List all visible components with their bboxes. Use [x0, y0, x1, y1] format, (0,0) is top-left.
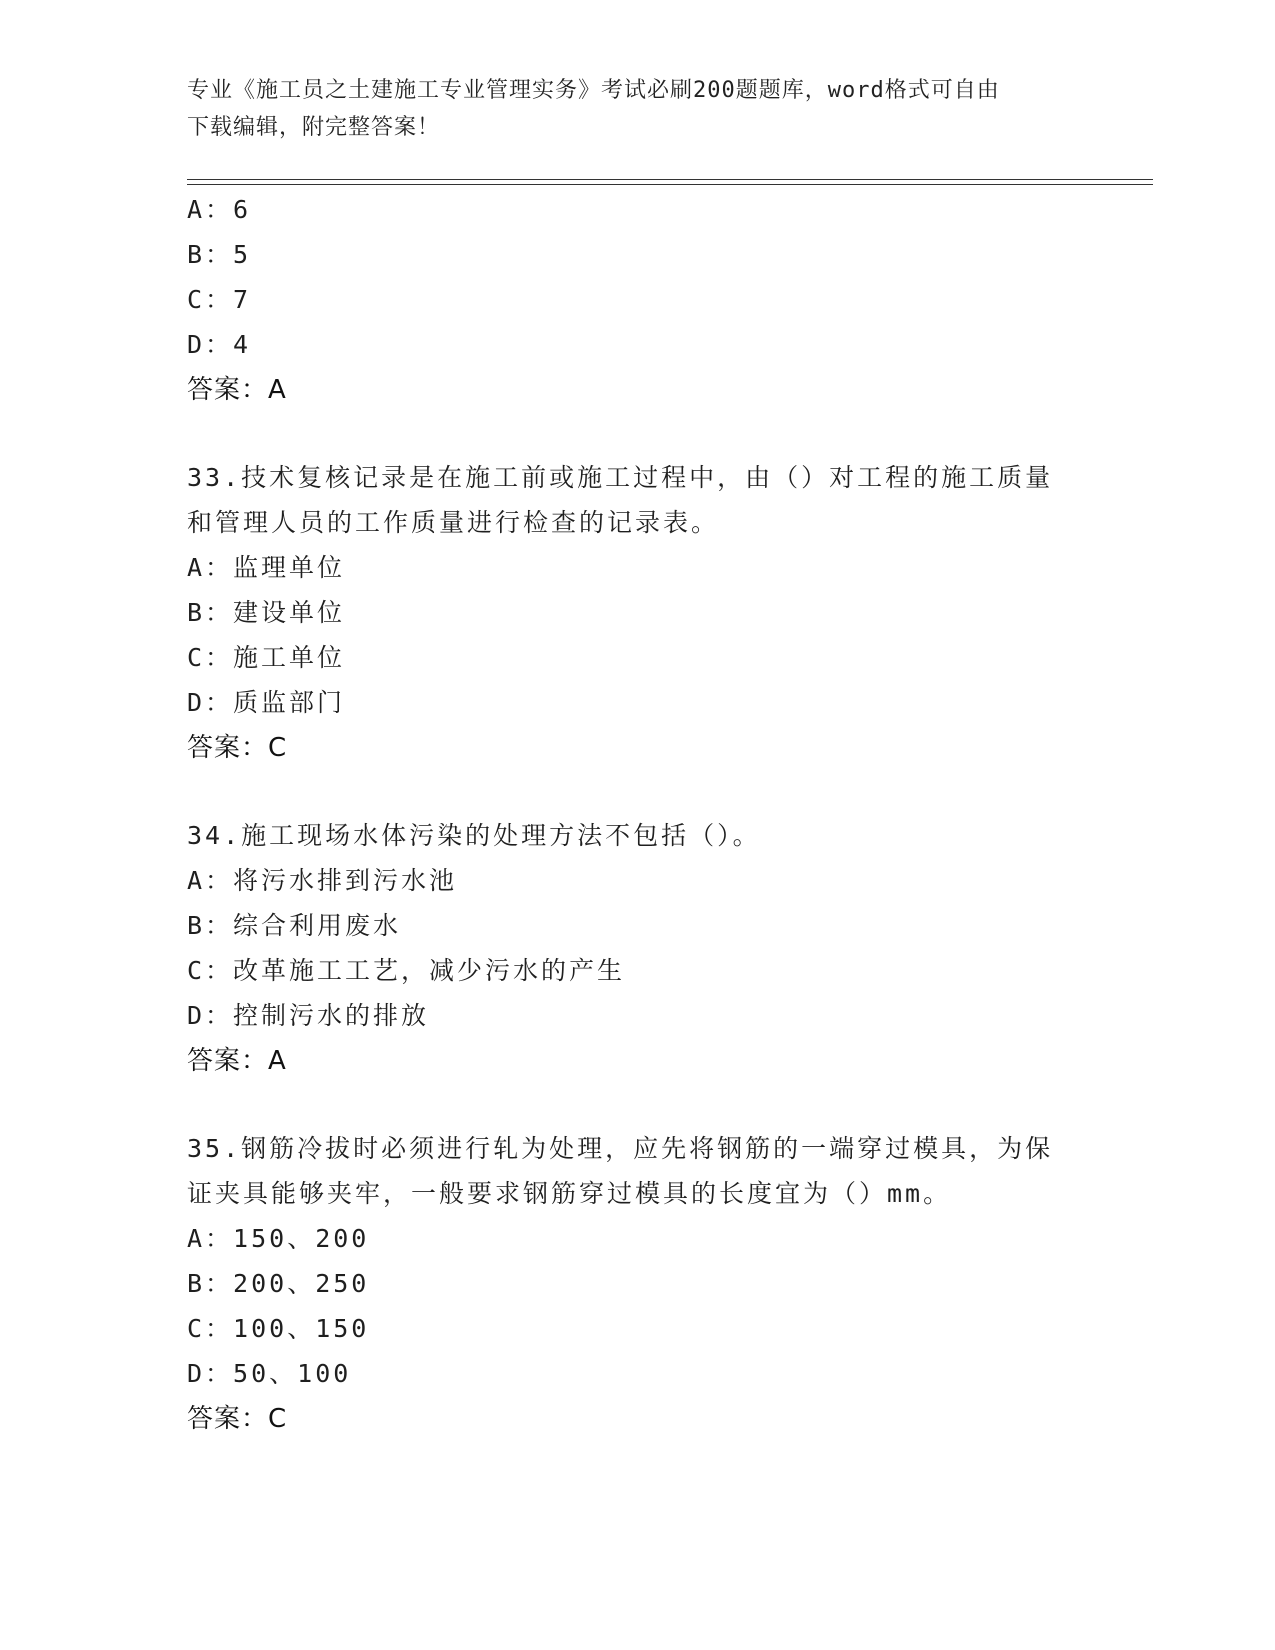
- q33-stem-line-2: 和管理人员的工作质量进行检查的记录表。: [187, 508, 720, 537]
- q35-answer: 答案：C: [187, 1404, 288, 1434]
- q33-option-b: B：建设单位: [187, 598, 346, 627]
- q34-option-d: D：控制污水的排放: [187, 1001, 430, 1030]
- q35-option-d: D：50、100: [187, 1359, 352, 1388]
- header-divider-top: [187, 179, 1153, 180]
- q34-option-c: C：改革施工工艺，减少污水的产生: [187, 956, 626, 985]
- q35-stem-line-2: 证夹具能够夹牢，一般要求钢筋穿过模具的长度宜为（）mm。: [187, 1179, 952, 1208]
- q33-option-d: D：质监部门: [187, 688, 346, 717]
- header-divider-bottom: [187, 184, 1153, 185]
- q34-answer: 答案：A: [187, 1046, 287, 1076]
- header-line-1: 专业《施工员之土建施工专业管理实务》考试必刷200题题库，word格式可自由: [187, 78, 1000, 103]
- q32-option-a: A：6: [187, 195, 252, 224]
- q32-option-d: D：4: [187, 330, 252, 359]
- q35-option-b: B：200、250: [187, 1269, 370, 1298]
- q32-option-c: C：7: [187, 285, 252, 314]
- q33-option-a: A：监理单位: [187, 553, 346, 582]
- q34-stem-line-1: 34.施工现场水体污染的处理方法不包括（）。: [187, 821, 761, 850]
- q35-stem-line-1: 35.钢筋冷拔时必须进行轧为处理，应先将钢筋的一端穿过模具，为保: [187, 1134, 1054, 1163]
- q32-option-b: B：5: [187, 240, 252, 269]
- document-header: [187, 72, 1067, 146]
- q33-stem-line-1: 33.技术复核记录是在施工前或施工过程中，由（）对工程的施工质量: [187, 463, 1054, 492]
- q33-answer: 答案：C: [187, 733, 288, 763]
- q33-option-c: C：施工单位: [187, 643, 346, 672]
- q32-answer: 答案：A: [187, 375, 287, 405]
- q34-option-b: B：综合利用废水: [187, 911, 402, 940]
- q35-option-a: A：150、200: [187, 1224, 370, 1253]
- header-line-2: 下载编辑，附完整答案！: [187, 115, 441, 140]
- q35-option-c: C：100、150: [187, 1314, 370, 1343]
- q34-option-a: A：将污水排到污水池: [187, 866, 458, 895]
